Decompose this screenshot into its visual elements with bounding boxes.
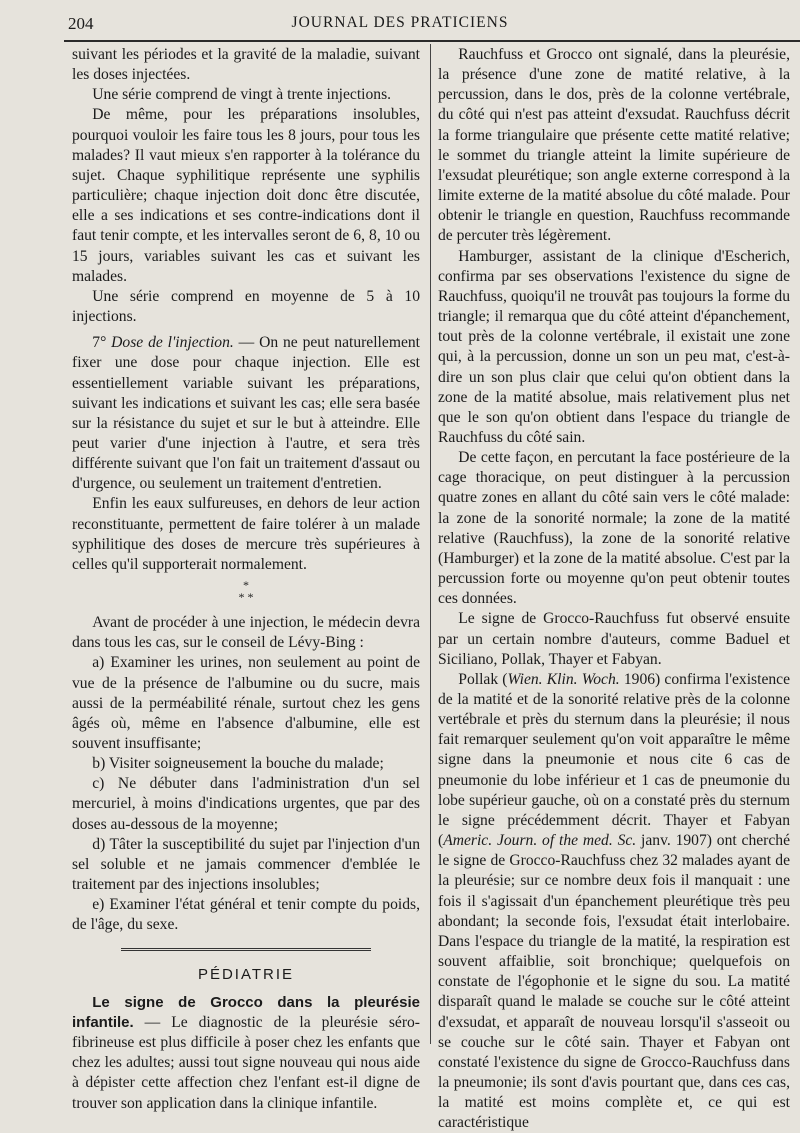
citation: Wien. Klin. Woch. (507, 670, 620, 688)
right-column (438, 45, 790, 1133)
list-item: c) Ne débuter dans l'administration d'un sel mercuriel, à moins d'indications urgentes, que par des doses au-dessous de la moyenne; (72, 775, 420, 833)
asterism (72, 579, 420, 603)
paragraph: Une série comprend en moyenne de 5 à 10 injections. (72, 287, 420, 326)
paragraph: Avant de procéder à une injection, le médecin devra dans tous les cas, sur le conseil de Lévy-Bing : (72, 614, 420, 652)
paragraph: Rauchfuss et Grocco ont signalé, dans la pleurésie, la présence d'une zone de matité relative, à la percussion, dans le dos, près de la colonne vertébrale, du côté qui n'est pas atteint d'exsudat. Rauchfuss décrit la forme triangulaire que présente cette matité relative; le sommet du triangle atteint la limite supérieure de l'exsudat pleurétique; son angle externe correspond à la limite externe de la matité absolue du côté malade. Pour obtenir le triangle en question, Rauchfuss recommande de percuter très légèrement. (438, 46, 790, 245)
citation: Americ. Journ. of the med. Sc. (443, 832, 637, 850)
paragraph: Enfin les eaux sulfureuses, en dehors de leur action reconstituante, permettent de faire tolérer à un malade syphilitique des doses de mercure très supérieures à celles qu'il supporterait normalement. (72, 495, 420, 573)
list-item: a) Examiner les urines, non seulement au point de vue de la présence de l'albumine ou du sucre, mais aussi de la perméabilité rénale, surtout chez les gens âgés où, même en l'absence d'albumine, elle est souvent insuffisante; (72, 654, 420, 752)
article-title: Le signe de Grocco dans la pleurésie infantile. (72, 993, 420, 1031)
article-paragraph (72, 993, 420, 1114)
text: Pollak ( (458, 670, 508, 688)
item-number: 7° (92, 334, 107, 352)
text: 1906) confirma l'existence de la matité et de la sonorité relative près de la colonne vertébrale et près du sternum dans la pleurésie; il nous fait remarquer seulement qu'on voit apparaître le même signe dans la pneumonie et nous cite 6 cas de pneumonie du lobe inférieur et 1 cas de pneumonie du lobe supérieur gauche, où on a constaté près du sternum le signe précédemment décrit. Thayer et Fabyan ( (438, 670, 790, 850)
paragraph-dose (72, 333, 420, 494)
header-rule (64, 40, 800, 42)
list-item: e) Examiner l'état général et tenir compte du poids, de l'âge, du sexe. (72, 896, 420, 934)
journal-title: JOURNAL DES PRATICIENS (291, 14, 509, 31)
paragraph: Une série comprend de vingt à trente injections. (92, 86, 392, 104)
article-dash: — (133, 1013, 172, 1031)
article-text: Le diagnostic de la pleurésie séro-fibrineuse est plus difficile à poser chez les enfants que chez les adultes; aussi tout signe nouveau qui nous aide à dépister cette affection chez l'enfant est-il digne de trouver son application dans la clinique infantile. (72, 1013, 421, 1112)
paragraph: De cette façon, en percutant la face postérieure de la cage thoracique, on peut distinguer à la percussion quatre zones en allant du côté sain vers le côté malade: la zone de la sonorité normale; la zone de la matité relative (Rauchfuss), la zone de la sonorité relative (Hamburger) et la zone de la matité absolue. C'est par la percussion forte ou moyenne qu'on peut obtenir toutes ces données. (438, 449, 790, 608)
paragraph: Hamburger, assistant de la clinique d'Escherich, confirma par ses observations l'existence du signe de Rauchfuss, quoiqu'il ne trouvât pas toujours la forme du triangle; il remarqua que du côté atteint d'épanchement, tout près de la colonne vertébrale, il existait une zone qui, à la percussion, donne un son un peu mat, c'est-à-dire un son plus clair que celui qu'on obtient dans la zone de la matité absolue, mais relativement plus net que le son qu'on obtient dans l'espace du triangle de Rauchfuss du côté sain. (438, 247, 790, 446)
left-column (72, 45, 420, 1114)
paragraph-text: — On ne peut naturellement fixer une dose pour chaque injection. Elle est essentiellement variable suivant les préparations, suivant les indications et suivant les cas; elle sera basée sur la résistance du sujet et sur le but à atteindre. Elle peut varier d'une injection à l'autre, et sera très différente suivant que l'on fait un traitement d'assaut ou d'urgence, ou seulement un traitement d'entretien. (72, 334, 420, 493)
paragraph: suivant les périodes et la gravité de la maladie, suivant les doses injectées. (72, 46, 420, 84)
list-item: d) Tâter la susceptibilité du sujet par l'injection d'un sel soluble et ne jamais commencer d'emblée le traitement par des injections insolubles; (72, 835, 420, 894)
section-heading: PÉDIATRIE (121, 948, 371, 985)
asterism-bottom: * * (238, 590, 254, 605)
subheading: Dose de l'injection. (111, 334, 234, 352)
page-number: 204 (68, 14, 94, 33)
asterism-top: * (243, 578, 249, 593)
paragraph: Le signe de Grocco-Rauchfuss fut observé ensuite par un certain nombre d'auteurs, comme Baduel et Siciliano, Pollak, Thayer et Fabyan. (438, 610, 790, 668)
paragraph: De même, pour les préparations insolubles, pourquoi vouloir les faire tous les 8 jours, pour tous les malades? Il vaut mieux s'en rapporter à la tolérance du sujet. Chaque syphilitique représente une syphilis particulière; chaque injection doit donc être discutée, elle a ses indications et ses contre-indications dont il faut tenir compte, et les intervalles seront de 6, 8, 10 ou 15 jours, variables suivant les cas et suivant les malades. (72, 106, 420, 285)
list-item: b) Visiter soigneusement la bouche du malade; (92, 755, 384, 773)
paragraph-pollak (438, 670, 790, 1133)
text: janv. 1907) ont cherché le signe de Grocco-Rauchfuss chez 32 malades ayant de la pleurésie; sur ce nombre deux fois il manquait : une fois il s'agissait d'un épanchement pleurétique très peu abondant; la seconde fois, l'exsudat était interlobaire. Dans l'espace du triangle de la matité, la respiration est souvent affaiblie, soit bronchique; quelquefois on constate de l'égophonie et le signe du sou. La matité disparaît quand le malade se couche sur le côté atteint d'exsudat, et apparaît de nouveau lorsqu'il s'asseoit ou se couche sur le côté sain. Thayer et Fabyan ont constaté l'existence du signe de Grocco-Rauchfuss dans la pneumonie; ils sont d'avis pourtant que, dans ces cas, la matité est moins complète et, ce qui est caractéristique (438, 832, 790, 1132)
column-separator (430, 44, 431, 1044)
